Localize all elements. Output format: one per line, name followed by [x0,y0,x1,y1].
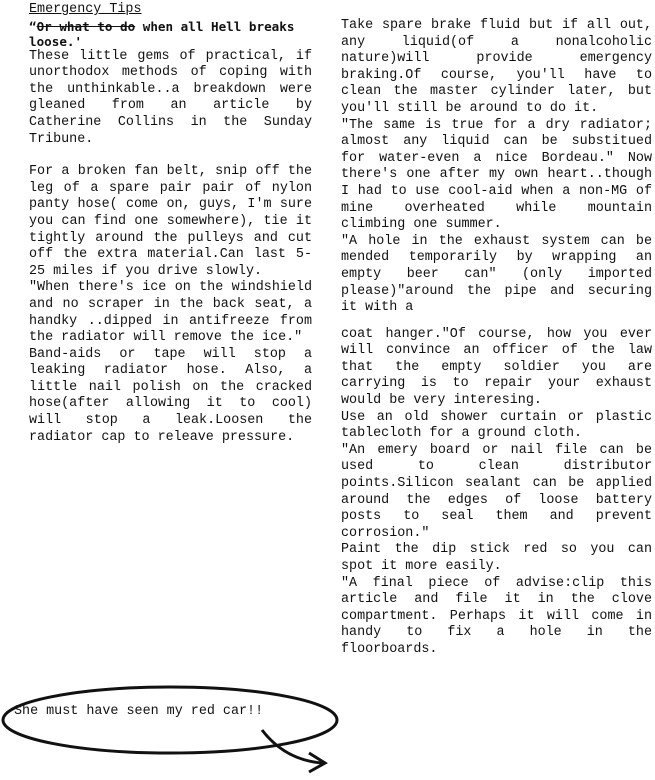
right-paragraph-coat-hanger: coat hanger."Of course, how you ever will convince an officer of the law that the empty soldier you are carrying is to repair your exhaust would be very interesing. [341,326,652,409]
left-paragraph-hose: Band-aids or tape will stop a leaking radiator hose. Also, a little nail polish on the cracked hose(after allowing it to cool) will stop a leak.Loosen the radiator cap to releave pressure. [29,346,312,445]
left-paragraph-fan-belt: For a broken fan belt, snip off the leg of a spare pair pair of nylon panty hose( come on, guys, I'm sure you can find one somewhere), tie it tightly around the pulleys and cut off the extra material.Can last 5-25 miles if you drive slowly. [29,164,312,279]
right-paragraph-dip-stick: Paint the dip stick red so you can spot it more easily. [341,542,652,574]
left-paragraph-intro: These little gems of practical, if unorthodox methods of coping with the unthinkable..a breakdown were gleaned from an article by Catherine Collins in the Sunday Tribune. [29,48,312,147]
left-paragraph-ice: "When there's ice on the windshield and no scraper in the back seat, a handky ..dipped in antifreeze from the radiator will remove the ice." [29,280,312,346]
right-paragraph-exhaust: "A hole in the exhaust system can be mended temporarily by wrapping an empty beer can" (only imported please)"around the pipe and securing it with a [341,233,652,316]
right-paragraph-emery-board: "An emery board or nail file can be used to clean distributor points.Silicon sealant can be applied around the edges of loose battery posts to seal them and prevent corrosion." [341,442,652,541]
subtitle-struck-text: Or what to do [36,18,136,34]
callout-text: She must have seen my red car!! [14,704,264,719]
right-paragraph-brake-fluid: Take spare brake fluid but if all out, any liquid(of a nonalcoholic nature)will provide emergency braking.Of course, you'll have to clean the master cylinder later, but you'll still be around to do it. [341,18,652,116]
article-title: Emergency Tips [29,2,142,17]
subtitle-rest-text: when all Hell breaks loose.' [29,18,295,49]
right-paragraph-radiator: "The same is true for a dry radiator; almost any liquid can be substitued for water-even a nice Bordeau." Now there's one after my own heart..though I had to use cool-aid when a non-MG of mine overheated while mountain climbing one summer. [341,117,652,233]
subtitle-open-quote: “ [29,18,37,34]
right-paragraph-final-advice: "A final piece of advise:clip this article and file it in the clove compartment. Perhaps it will come in handy to fix a hole in the floorboards. [341,575,652,657]
right-paragraph-shower-curtain: Use an old shower curtain or plastic tablecloth for a ground cloth. [341,409,652,442]
